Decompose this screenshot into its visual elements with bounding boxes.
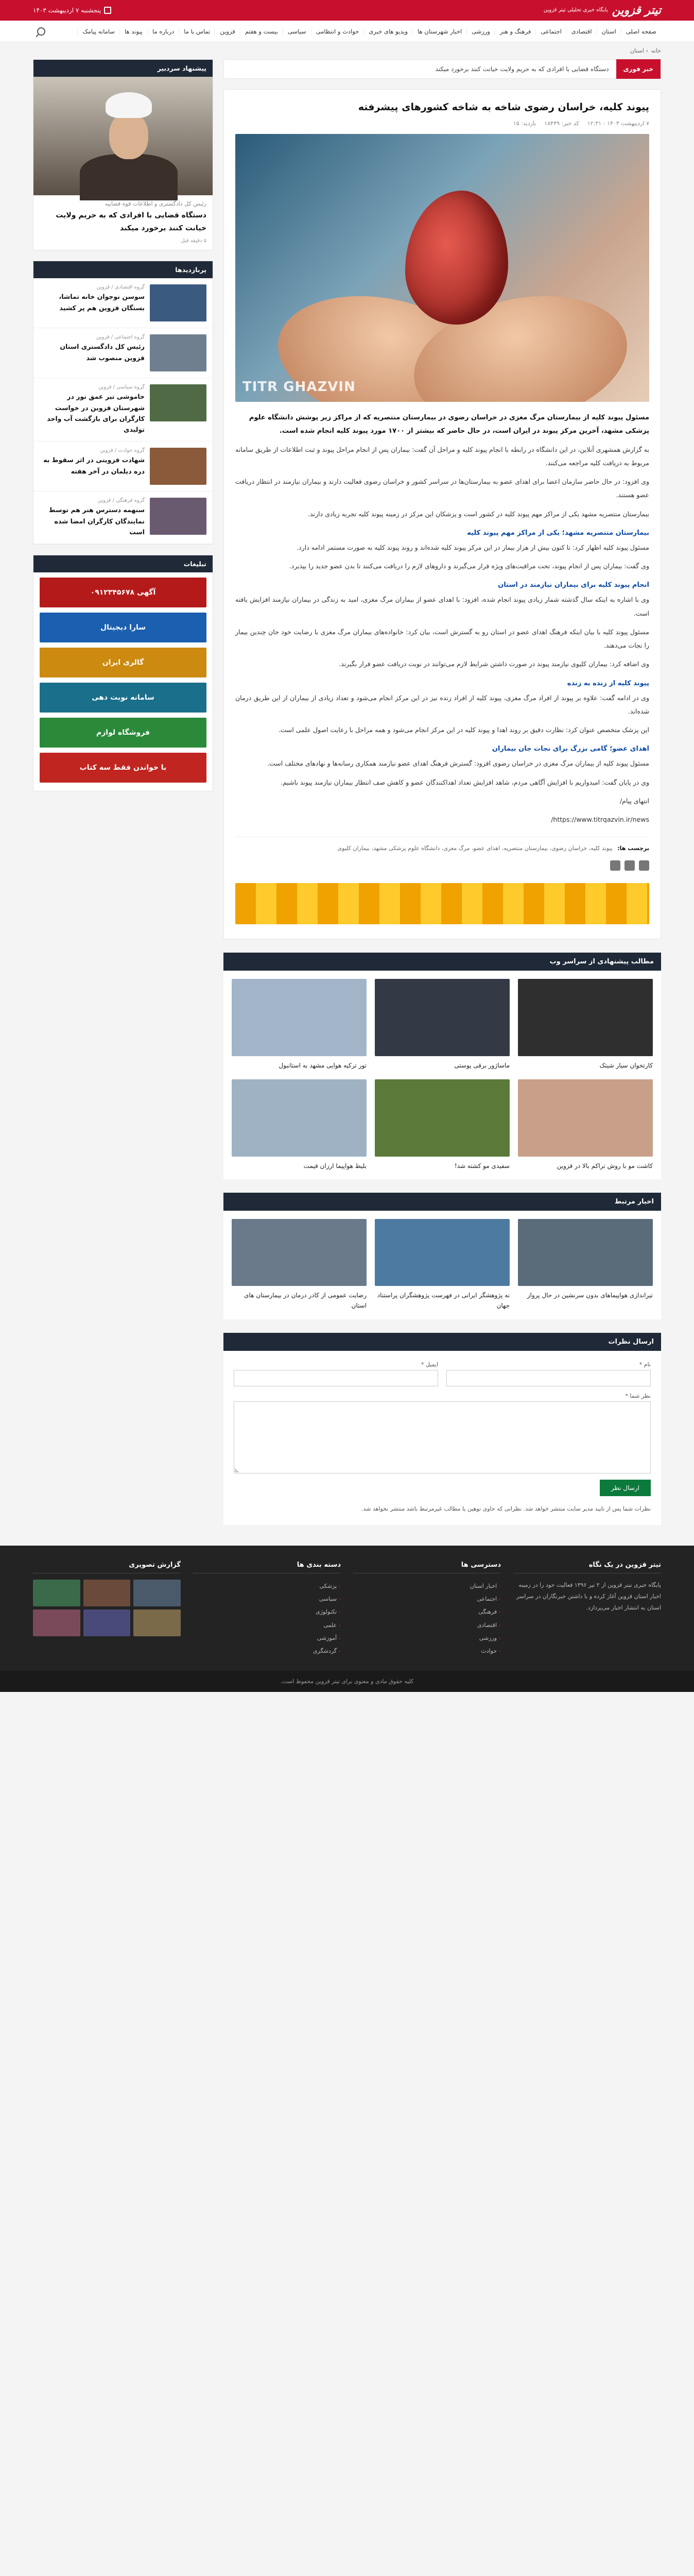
footer-cats-list (193, 1580, 341, 1658)
content-card[interactable] (375, 1219, 510, 1311)
list-kicker: گروه سیاسی / قزوین (98, 384, 145, 391)
featured-kicker: رئیس کل دادگستری و اطلاعات قوه قضاییه (105, 200, 206, 207)
nav-item[interactable]: پیوند ها (119, 28, 147, 35)
latest-title: پربازدیدها (33, 261, 213, 278)
paragraph: وی با اشاره به اینکه سال گذشته شمار زیادی پیوند انجام شده، افزود: با اهدای عضو از بیماران مرگ مغزی، امید به زندگی در بیماران نیازمند افزایش یافته است. (235, 596, 649, 617)
ads-list (33, 578, 213, 791)
card-caption[interactable]: تیراندازی هواپیماهای بدون سرنشین در حال پرواز (527, 1291, 653, 1299)
card-image[interactable] (518, 979, 653, 1056)
site-logo[interactable]: تیتر قزوین (612, 4, 661, 17)
content-card[interactable] (518, 1219, 653, 1311)
featured-box (33, 59, 213, 250)
share-icon[interactable] (624, 860, 635, 871)
list-thumb[interactable] (150, 448, 206, 485)
breadcrumb-home[interactable]: خانه (651, 47, 661, 54)
footer-link[interactable]: ‹ علمی (193, 1619, 341, 1632)
latest-list (33, 278, 213, 544)
card-caption[interactable]: نه پژوهشگر ایرانی در فهرست پژوهشگران پراستناد جهان (377, 1291, 510, 1310)
card-caption[interactable]: تور ترکیه هوایی مشهد به استانبول (279, 1062, 367, 1070)
brand[interactable] (544, 4, 661, 17)
list-kicker: گروه حوادث / قزوین (100, 448, 145, 454)
list-item[interactable] (33, 442, 213, 492)
image-watermark: TITR GHAZVIN (242, 379, 356, 395)
subheading: انجام پیوند کلیه برای بیماران نیازمند در استان (498, 581, 649, 589)
card-image[interactable] (518, 1079, 653, 1157)
print-icon[interactable] (639, 860, 649, 871)
name-input[interactable] (446, 1370, 651, 1386)
content-card[interactable] (518, 979, 653, 1071)
tags (235, 837, 649, 854)
card-caption[interactable]: کاشت مو با روش تراکم بالا در قزوین (557, 1162, 653, 1170)
nav-item[interactable]: قزوین (215, 28, 239, 35)
ad-banner[interactable]: سامانه نوبت دهی (40, 683, 206, 713)
paragraph: به گزارش همشهری آنلاین، در این دانشگاه در رابطه با انجام پیوند کلیه و مراحل آن گفت: بیماران پس از انجام مراحل پیوند و ثبت اطلاعات از طریق سامانه مربوط به دریافت کلیه مراجعه می‌کنند. (235, 445, 649, 467)
content-card[interactable] (232, 1219, 367, 1311)
comment-rules: نظرات شما پس از تایید مدیر سایت منتشر خواهد شد. نظراتی که حاوی توهین یا مطالب غیرمرتبط باشد منتشر نخواهد شد. (361, 1505, 651, 1512)
nav-item[interactable]: استان (597, 28, 621, 35)
content-card[interactable] (232, 979, 367, 1071)
list-title[interactable]: رئیس کل دادگستری استان قزوین منصوب شد (60, 343, 145, 362)
article-title: پیوند کلیه، خراسان رضوی شاخه به شاخه کشورهای پیشرفته (358, 101, 649, 113)
article-code: کد خبر: ۱۸۴۴۹ (544, 120, 579, 127)
list-thumb[interactable] (150, 284, 206, 321)
card-caption[interactable]: ماساژور برقی پوستی (454, 1062, 510, 1070)
card-caption[interactable]: رضایت عمومی از کادر درمان در بیمارستان های استان (244, 1291, 367, 1310)
nav-item[interactable]: حوادث و انتظامی (311, 28, 364, 35)
list-item[interactable] (33, 378, 213, 442)
card-image[interactable] (232, 1079, 367, 1157)
paragraph: بیمارستان منتصریه مشهد یکی از مراکز مهم پیوند کلیه در کشور است و پزشکان این مرکز در زمینه پیوند کلیه تجربه زیادی دارند. (308, 510, 649, 518)
ad-banner[interactable] (235, 883, 649, 924)
footer-link[interactable]: ‹ فرهنگی (353, 1605, 501, 1618)
nav-item[interactable]: درباره ما (147, 28, 179, 35)
paragraph: مسئول پیوند کلیه با بیان اینکه فرهنگ اهدای عضو در استان رو به گسترش است، بیان کرد: خانواده‌های بیماران مرگ مغزی با رضایت خود جان چندین بیمار را نجات می‌دهند. (235, 628, 649, 649)
ad-banner[interactable]: گالری ایران (40, 648, 206, 677)
footer-link[interactable]: ‹ آموزشی (193, 1632, 341, 1645)
content-card[interactable] (518, 1079, 653, 1171)
featured-headline[interactable]: دستگاه قضایی با افرادی که به حریم ولایت خیانت کنند برخورد میکند (56, 211, 206, 233)
ticker-label: خبر فوری (616, 59, 661, 79)
footer-cats (193, 1561, 341, 1658)
content-card[interactable] (232, 1079, 367, 1171)
card-image[interactable] (518, 1219, 653, 1286)
ad-banner[interactable]: فروشگاه لوازم (40, 718, 206, 748)
footer-links-title: دسترسی ها (353, 1561, 501, 1573)
card-caption[interactable]: سفیدی مو کشته شد! (454, 1162, 510, 1170)
list-thumb[interactable] (150, 498, 206, 535)
list-item[interactable] (33, 492, 213, 544)
article-date: ۷ اردیبهشت ۱۴۰۳ - ۱۲:۳۱ (587, 120, 649, 127)
paragraph: وی اضافه کرد: بیماران کلیوی نیازمند پیوند در صورت داشتن شرایط لازم می‌توانند در نوبت دریافت عضو قرار بگیرند. (339, 660, 649, 668)
gallery-thumb[interactable] (133, 1609, 181, 1636)
figure-face (109, 113, 148, 159)
footer-links (353, 1561, 501, 1658)
list-title[interactable]: سوسن نوجوان خانه تماشا، بستگان قزوین هم پر کشید (59, 293, 145, 312)
subheading: اهدای عضو؛ گامی بزرگ برای نجات جان بیماران (492, 745, 649, 753)
ad-banner[interactable]: سارا دیجیتال (40, 613, 206, 642)
gallery-thumb[interactable] (83, 1580, 131, 1606)
footer-about (513, 1561, 661, 1658)
article (223, 89, 661, 939)
list-thumb[interactable] (150, 384, 206, 421)
list-kicker: گروه اقتصادی / قزوین (96, 284, 145, 291)
nav-item[interactable]: اجتماعی (535, 28, 566, 35)
comment-form (223, 1351, 661, 1525)
ad-banner[interactable]: آگهی ۰۹۱۲۳۴۵۶۷۸ (40, 578, 206, 607)
nav-item[interactable]: سیاسی (283, 28, 311, 35)
card-caption[interactable]: کارتخوان سیار شیتک (599, 1062, 653, 1070)
email-input[interactable] (234, 1370, 438, 1386)
sidebar (33, 59, 213, 802)
paragraph: وی گفت: بیماران پس از انجام پیوند، تحت مراقبت‌های ویژه قرار می‌گیرند و داروهای لازم را دریافت می‌کنند تا بدن عضو جدید را بپذیرد. (289, 562, 649, 570)
nav-item[interactable]: فرهنگ و هنر (495, 28, 535, 35)
paragraph: وی در پایان گفت: امیدواریم با افزایش آگاهی مردم، شاهد افزایش تعداد اهداکنندگان عضو و کاهش صف انتظار بیماران نیازمند پیوند باشیم. (281, 778, 649, 786)
footer-links-list (353, 1580, 501, 1658)
gallery-grid (33, 1580, 181, 1636)
nav-item[interactable]: اقتصادی (566, 28, 597, 35)
footer-gallery-title: گزارش تصویری (33, 1561, 181, 1573)
figure-turban (106, 92, 152, 118)
date-text: پنجشنبه ۷ اردیبهشت ۱۴۰۳ (33, 7, 101, 14)
top-header (0, 0, 694, 21)
featured-image[interactable] (33, 77, 213, 195)
ads-title: تبلیغات (33, 555, 213, 572)
kidney-graphic (405, 191, 508, 325)
gallery-thumb[interactable] (33, 1580, 80, 1606)
footer-link[interactable]: ‹ ورزشی (353, 1632, 501, 1645)
list-title[interactable]: شهادت قزوینی در اثر سقوط به دره دیلمان در آخر هفته (43, 456, 145, 475)
nav-item[interactable]: ورزشی (466, 28, 495, 35)
nav-item[interactable]: ویدیو های خبری (363, 28, 412, 35)
nav-item[interactable]: سامانه پیامک (77, 28, 119, 35)
footer-about-text: پایگاه خبری تیتر قزوین از ۲ تیر ۱۳۹۶ فعالیت خود را در زمینه اخبار استان قزوین آغاز کرده و با داشتن خبرنگاران در سراسر استان به انتشار اخبار می‌پردازد. (516, 1581, 661, 1611)
card-caption[interactable]: بلیط هواپیما ارزان قیمت (303, 1162, 367, 1170)
related-grid (223, 1211, 661, 1319)
main-nav (0, 21, 694, 42)
related-title: اخبار مرتبط (223, 1193, 661, 1211)
nav-item[interactable]: صفحه اصلی (621, 28, 661, 35)
content-card[interactable] (375, 979, 510, 1071)
paragraph: وی افزود: در حال حاضر سازمان اعضا برای اهدای عضو به بیمارستان‌ها در سراسر کشور و خراسان رضوی فعالیت دارند و بیماران نیازمند در انتظار دریافت عضو هستند. (235, 478, 649, 499)
list-item[interactable] (33, 328, 213, 378)
tags-label: برچسب ها: (617, 845, 649, 852)
end-note: انتهای پیام/ (619, 796, 649, 805)
latest-box (33, 261, 213, 545)
list-title[interactable]: خاموشی تیر عمق نور در شهرستان قزوین در خواست کارگران برای بازگشت آب واحد تولیدی (47, 393, 145, 434)
list-kicker: گروه فرهنگی / قزوین (97, 498, 145, 504)
nav-item[interactable]: بیست و هفتم (240, 28, 283, 35)
content-card[interactable] (375, 1079, 510, 1171)
gallery-thumb[interactable] (83, 1609, 131, 1636)
suggested-grid (223, 971, 661, 1179)
search-icon[interactable] (37, 27, 45, 36)
gallery-thumb[interactable] (133, 1580, 181, 1606)
article-body (235, 443, 649, 827)
comments-title: ارسال نظرات (223, 1333, 661, 1351)
hero-image (235, 134, 649, 402)
footer-link[interactable]: ‹ پزشکی (193, 1580, 341, 1592)
featured-title: پیشنهاد سردبیر (33, 60, 213, 77)
card-image[interactable] (232, 979, 367, 1056)
footer-link[interactable]: ‹ حوادث (353, 1645, 501, 1657)
footer (0, 1546, 694, 1692)
tags-list[interactable]: پیوند کلیه، خراسان رضوی، بیمارستان منتصریه، اهدای عضو، مرگ مغزی، دانشگاه علوم پزشکی مشهد، بیماران کلیوی (337, 845, 613, 852)
breadcrumb-section[interactable]: استان (630, 47, 644, 54)
footer-cats-title: دسته بندی ها (193, 1561, 341, 1573)
header-date (33, 7, 111, 14)
site-tagline: پایگاه خبری تحلیلی تیتر قزوین (543, 7, 608, 13)
main-content (223, 59, 661, 1525)
article-lead: مسئول پیوند کلیه از بیمارستان مرگ مغزی در خراسان رضوی در بیمارستان منتصریه که از مراکز زیر پوشش دانشگاه علوم پزشکی مشهد، آخرین مرکز پیوند در ایران است، در حال حاضر که بیشتر از ۱۷۰۰ مورد پیوند کلیه انجام شده است. (249, 413, 649, 435)
footer-gallery (33, 1561, 181, 1658)
paragraph: مسئول پیوند کلیه از بیماران مرگ مغزی در خراسان رضوی افزود: گسترش فرهنگ اهدای عضو نیازمند همکاری رسانه‌ها و نهادهای مختلف است. (267, 759, 649, 768)
copyright: کلیه حقوق مادی و معنوی برای تیتر قزوین محفوظ است. (0, 1671, 694, 1692)
nav-item[interactable]: تماس با ما (179, 28, 215, 35)
email-label: ایمیل * (421, 1361, 438, 1368)
telegram-icon[interactable] (610, 860, 620, 871)
article-views: بازدید: ۱۵ (513, 120, 536, 127)
list-kicker: گروه اجتماعی / قزوین (96, 334, 145, 341)
footer-link[interactable]: ‹ اقتصادی (353, 1619, 501, 1632)
ticker-text[interactable]: دستگاه قضایی با افرادی که به حریم ولایت خیانت کنند برخورد میکند (435, 65, 609, 73)
footer-about-title: تیتر قزوین در یک نگاه (513, 1561, 661, 1573)
calendar-icon (104, 7, 111, 14)
name-label: نام * (639, 1361, 651, 1368)
gallery-thumb[interactable] (33, 1609, 80, 1636)
card-image[interactable] (375, 1219, 510, 1286)
list-title[interactable]: سنهمه دسترس هنر هم توسط نمایندگان کارگران امضا شده است (48, 506, 145, 536)
card-image[interactable] (232, 1219, 367, 1286)
footer-link[interactable]: ‹ سیاسی (193, 1592, 341, 1605)
list-thumb[interactable] (150, 334, 206, 371)
footer-link[interactable]: ‹ اخبار استان (353, 1580, 501, 1592)
paragraph: این پزشک متخصص عنوان کرد: نظارت دقیق بر روند اهدا و پیوند کلیه در این مرکز انجام می‌شود و همه مراحل با رعایت اصول علمی است. (278, 726, 649, 734)
nav-list (77, 28, 661, 35)
share-bar (235, 860, 649, 871)
ad-banner[interactable]: با خواندن فقط سه کتاب (40, 753, 206, 783)
figure-robe (80, 154, 178, 200)
submit-comment-button[interactable]: ارسال نظر (600, 1480, 651, 1496)
subheading: پیوند کلیه از زنده به زنده (567, 679, 649, 687)
comment-textarea[interactable] (234, 1401, 651, 1473)
paragraph: مسئول پیوند کلیه اظهار کرد: تا کنون بیش از هزار بیمار در این مرکز پیوند کلیه شده‌اند و روند پیوند کلیه به صورت مستمر ادامه دارد. (297, 543, 649, 551)
source-link[interactable]: https://www.titrqazvin.ir/news/ (551, 816, 649, 823)
paragraph: وی در ادامه گفت: علاوه بر پیوند از افراد مرگ مغزی، پیوند کلیه از افراد زنده نیز در این مرکز انجام می‌شود و تعداد زیادی از بیماران از این طریق درمان شده‌اند. (235, 693, 649, 715)
card-image[interactable] (375, 1079, 510, 1157)
breadcrumb: خانه› استان (630, 47, 661, 54)
list-item[interactable] (33, 278, 213, 328)
footer-link[interactable]: ‹ تکنولوژی (193, 1605, 341, 1618)
featured-time: ۵ دقیقه قبل (181, 238, 206, 244)
article-meta (235, 120, 649, 127)
nav-item[interactable]: اخبار شهرستان ها (412, 28, 466, 35)
comment-label: نظر شما * (625, 1392, 651, 1399)
suggested-title: مطالب پیشنهادی از سراسر وب (223, 953, 661, 971)
card-image[interactable] (375, 979, 510, 1056)
ads-box (33, 555, 213, 791)
footer-link[interactable]: ‹ گردشگری (193, 1645, 341, 1657)
footer-link[interactable]: ‹ اجتماعی (353, 1592, 501, 1605)
news-ticker (223, 59, 661, 79)
subheading: بیمارستان منتصریه مشهد؛ یکی از مراکز مهم پیوند کلیه (467, 529, 649, 537)
